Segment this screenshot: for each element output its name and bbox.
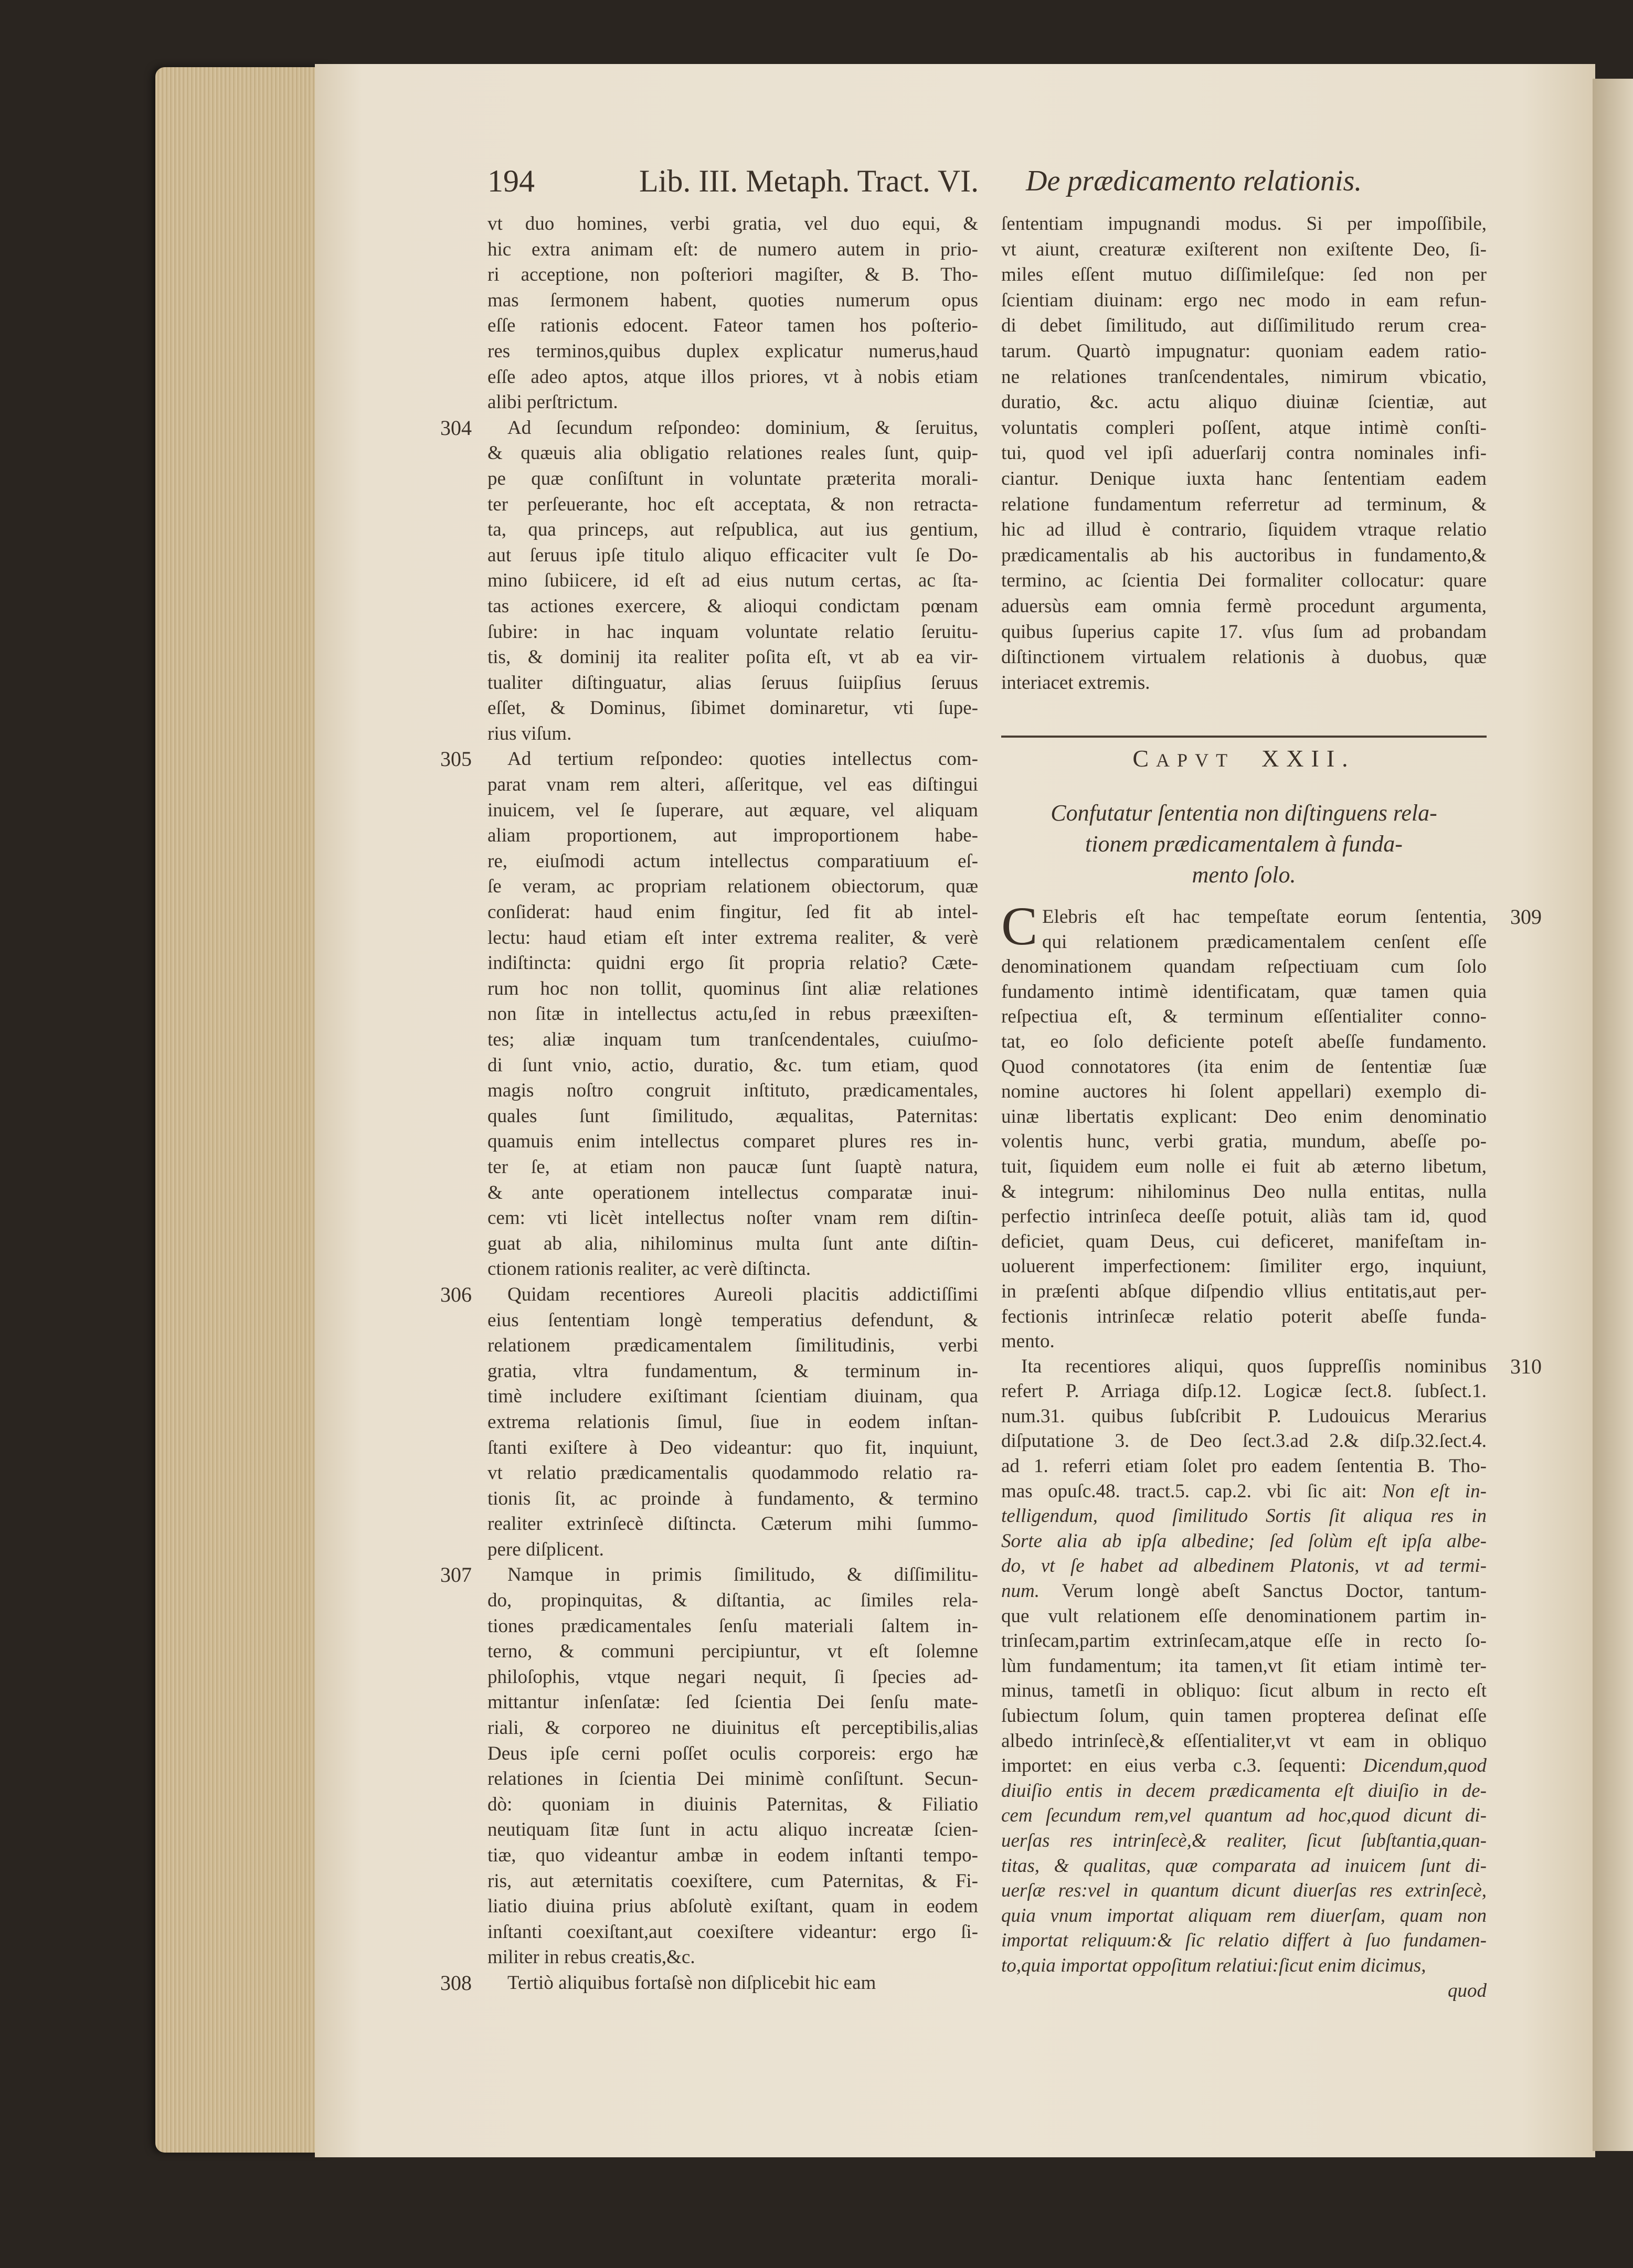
text-line — [487, 696, 978, 721]
text-line — [1001, 416, 1487, 441]
text-line — [1001, 930, 1487, 955]
text-line — [1001, 1304, 1487, 1329]
text-line — [1001, 1429, 1487, 1454]
text-line — [487, 1257, 978, 1282]
italic-text: num. — [1001, 1580, 1040, 1602]
marginal-paragraph-number: 306 — [440, 1282, 472, 1306]
text-line — [440, 1562, 978, 1588]
line-text: miles eſſent mutuo diſſimileſque: ſed non per — [1001, 264, 1487, 286]
text-line — [1001, 262, 1487, 288]
text-line — [487, 645, 978, 670]
text-line — [487, 466, 978, 492]
line-text: Quidam recentiores Aureoli placitis addictiſſimi — [507, 1283, 978, 1305]
line-text: uoluerent imperfectionem: ſimiliter ergo, inquiunt, — [1001, 1255, 1487, 1277]
text-line — [487, 1410, 978, 1435]
text-line — [487, 441, 978, 466]
line-text: tiæ, quo videantur ambæ in eodem inſtanti tempo- — [487, 1845, 978, 1866]
text-line — [487, 568, 978, 594]
line-text: perfectio intrinſeca deeſſe potuit, aliàs tam id, quod — [1001, 1206, 1487, 1228]
caput-number: XXII. — [1261, 745, 1355, 772]
italic-text: cem ſecundum rem,vel quantum ad hoc,quod dicunt di- — [1001, 1805, 1487, 1827]
text-line — [487, 313, 978, 339]
text-line — [1001, 1179, 1487, 1205]
text-line — [1001, 1803, 1487, 1828]
marginal-paragraph-number: 307 — [440, 1563, 472, 1587]
text-line — [487, 1461, 978, 1486]
line-text: inſtanti coexiſtant,aut coexiſtere videantur: ergo ſi- — [487, 1921, 978, 1943]
line-text: tas actiones exercere, & alioqui condictam pœnam — [487, 595, 978, 617]
line-text: rum hoc non tollit, quominus ſint aliæ relationes — [487, 977, 978, 999]
chapter-heading-line: mento ſolo. — [1192, 862, 1296, 888]
line-text: ctionem rationis realiter, ac verè diſtincta. — [487, 1258, 811, 1280]
text-line — [1001, 1579, 1487, 1604]
line-text: magis noſtro congruit inſtituto, prædicamentales, — [487, 1080, 978, 1102]
line-text: num.31. quibus ſubſcribit P. Ludouicus Merarius — [1001, 1405, 1487, 1427]
line-text: gratia, vltra fundamentum, & terminum in- — [487, 1360, 978, 1382]
text-line — [487, 365, 978, 390]
text-line — [1001, 237, 1487, 263]
text-line — [1001, 1504, 1487, 1529]
line-text: re, eiuſmodi actum intellectus comparatiuum eſ- — [487, 850, 978, 872]
italic-text: to,quia importat oppoſitum relatiui:ſicut enim dicimus, — [1001, 1954, 1426, 1976]
text-line — [487, 339, 978, 365]
line-text: mittantur inſenſatæ: ſed ſcientia Dei ſenſu mate- — [487, 1691, 978, 1713]
text-line — [1001, 1104, 1487, 1130]
line-text: tiones prædicamentales ſenſu materiali ſaltem in- — [487, 1615, 978, 1637]
text-line — [487, 1894, 978, 1920]
text-line — [487, 1027, 978, 1053]
text-line — [487, 1002, 978, 1027]
text-line — [1001, 1753, 1487, 1779]
text-line — [440, 1282, 978, 1308]
line-text: relationes in ſcientia Dei minimè conſiſtunt. Secun- — [487, 1768, 978, 1790]
line-text: Namque in primis ſimilitudo, & diſſimilitu- — [507, 1564, 978, 1586]
line-text: ſe veram, ac propriam relationem obiectorum, quæ — [487, 876, 978, 898]
text-line — [1001, 1229, 1487, 1254]
line-text: Deus ipſe cerni poſſet oculis corporeis: ergo hæ — [487, 1742, 978, 1764]
line-text: lectu: haud etiam eſt inter extrema realiter, & verè — [487, 927, 978, 949]
line-text: di ſunt vnio, actio, duratio, &c. tum etiam, quod — [487, 1054, 978, 1076]
text-line — [1001, 211, 1487, 237]
line-text: pe quæ conſiſtunt in voluntate præterita morali- — [487, 467, 978, 489]
line-text: di debet ſimilitudo, aut diſſimilitudo rerum crea- — [1001, 315, 1487, 337]
italic-text: uerſas res intrinſecè,& realiter, ſicut ſubſtantia,quan- — [1001, 1829, 1487, 1851]
line-text: relationem prædicamentalem ſimilitudinis, verbi — [487, 1335, 978, 1357]
line-text: cem: vti licèt intellectus noſter vnam rem diſtin- — [487, 1207, 978, 1229]
text-line — [1001, 1854, 1487, 1879]
line-text: tes; aliæ inquam tum tranſcendentales, cuiuſmo- — [487, 1029, 978, 1050]
text-line — [440, 416, 978, 441]
line-text: tionis ſit, ac proinde à fundamento, & termino — [487, 1487, 978, 1509]
text-line — [1001, 954, 1487, 979]
line-text: eius ſententiam longè temperatius defendunt, & — [487, 1309, 978, 1331]
line-text: ſtanti exiſtere à Deo videantur: quo fit, inquiunt, — [487, 1436, 978, 1458]
line-text: ne relationes tranſcendentales, nimirum vbicatio, — [1001, 366, 1487, 388]
line-text: ri acceptione, non poſteriori magiſter, & B. Tho- — [487, 264, 978, 286]
text-line — [440, 747, 978, 772]
italic-text: titas, & qualitas, quæ comparata ad inuicem ſunt di- — [1001, 1855, 1487, 1877]
text-line — [1001, 1678, 1487, 1703]
text-line — [487, 1537, 978, 1563]
line-text: rius viſum. — [487, 722, 572, 744]
italic-text: importat reliquum:& ſic relatio differt à ſuo fundamen- — [1001, 1930, 1487, 1952]
text-line — [1001, 313, 1487, 339]
line-text: Tertiò aliquibus fortaſsè non diſplicebit hic eam — [507, 1972, 876, 1994]
text-line — [1001, 1329, 1487, 1354]
text-line — [487, 976, 978, 1002]
text-line — [487, 517, 978, 543]
text-line — [487, 1945, 978, 1971]
line-text: prædicamentalis ab his auctoribus in fundamento,& — [1001, 544, 1487, 566]
line-text: neutiquam ſitæ ſunt in actu aliquo increatæ ſcien- — [487, 1819, 978, 1841]
text-line — [487, 1104, 978, 1130]
line-text: Ita recentiores aliqui, quos ſuppreſſis nominibus — [1021, 1355, 1487, 1377]
text-line — [487, 1180, 978, 1206]
chapter-heading-line: tionem prædicamentalem à funda- — [1085, 831, 1403, 857]
text-line — [1001, 1204, 1487, 1229]
text-line — [487, 1716, 978, 1741]
line-text: hic extra animam eſt: de numero autem in prio- — [487, 238, 978, 260]
text-line — [1001, 1154, 1487, 1179]
italic-text: Sorte alia ab ipſa albedine; ſed ſolùm eſt ipſa albe- — [1001, 1530, 1487, 1552]
text-segment: Verum longè abeſt Sanctus Doctor, tantum- — [1039, 1580, 1487, 1602]
text-line — [487, 543, 978, 569]
text-line — [487, 1614, 978, 1639]
text-line — [1001, 1079, 1487, 1104]
line-text: voluntatis compleri poſſent, atque intimè conſti- — [1001, 417, 1487, 439]
text-line — [487, 925, 978, 951]
text-line — [487, 1588, 978, 1614]
text-line — [487, 1741, 978, 1767]
text-line — [487, 1486, 978, 1512]
text-line — [1001, 1828, 1487, 1854]
line-text: aduersùs eam omnia fermè procedunt argumenta, — [1001, 595, 1487, 617]
line-text: do, propinquitas, & diſtantia, ac ſimiles rela- — [487, 1590, 978, 1612]
line-text: parat vnam rem alteri, aſſeritque, vel eas diſtingui — [487, 774, 978, 796]
right-column-top — [1001, 211, 1487, 696]
text-line — [487, 1308, 978, 1334]
text-line — [487, 1639, 978, 1665]
text-line — [1001, 620, 1487, 645]
chapter-title — [1001, 744, 1487, 775]
line-text: eſſe adeo aptos, atque illos priores, vt à nobis etiam — [487, 366, 978, 388]
chapter-heading — [1001, 797, 1487, 890]
line-text: Ad ſecundum reſpondeo: dominium, & ſeruitus, — [507, 417, 978, 439]
line-text: ter ſe, at etiam non paucæ ſunt ſuaptè natura, — [487, 1156, 978, 1178]
line-text: quamuis enim intellectus comparet plures res in- — [487, 1131, 978, 1153]
text-line — [1001, 1654, 1487, 1679]
text-line — [1001, 517, 1487, 543]
text-line — [487, 900, 978, 925]
line-text: uinæ libertatis explicant: Deo enim denominatio — [1001, 1105, 1487, 1127]
line-text: ſubire: in hac inquam voluntate relatio ſeruitu- — [487, 621, 978, 643]
line-text: relatione fundamentum referretur ad terminum, & — [1001, 493, 1487, 515]
text-line — [1001, 1129, 1487, 1154]
text-line — [487, 1843, 978, 1869]
line-text: albedo intrinſecè,& eſſentialiter,vt vt eam in obliquo — [1001, 1730, 1487, 1752]
line-text: que vult relationem eſſe denominationem partim in- — [1001, 1605, 1487, 1627]
text-line — [487, 1665, 978, 1690]
line-text: interiacet extremis. — [1001, 672, 1150, 694]
text-line — [1001, 1703, 1487, 1729]
line-text: mas ſermonem habent, quoties numerum opus — [487, 289, 978, 311]
line-text: duratio, &c. actu aliquo diuinæ ſcientiæ, aut — [1001, 391, 1487, 413]
line-text: in præſenti abſque diſpendio vllius entitatis,aut per- — [1001, 1280, 1487, 1302]
text-line — [1001, 1254, 1487, 1279]
text-line — [1001, 645, 1487, 670]
line-text: & ante operationem intellectus comparatæ inui- — [487, 1181, 978, 1204]
line-text: vt aiunt, creaturæ exiſterent non exiſtente Deo, ſi- — [1001, 238, 1487, 260]
line-text: conſiderat: haud enim fingitur, ſed fit ab intel- — [487, 901, 978, 923]
right-column-body — [1001, 896, 1542, 2004]
line-text: mento. — [1001, 1330, 1055, 1353]
text-line — [1001, 1454, 1487, 1479]
line-text: ſententiam impugnandi modus. Si per impoſſibile, — [1001, 213, 1487, 235]
line-text: non ſitæ in intellectus actu,ſed in rebus præexiſten- — [487, 1003, 978, 1025]
line-text: vt duo homines, verbi gratia, vel duo equi, & — [487, 213, 978, 235]
line-text: nomine auctores hi ſolent appellari) exemplo di- — [1001, 1081, 1487, 1103]
text-line — [1001, 441, 1487, 466]
line-text: lùm fundamentum; ita tamen,vt ſit etiam intimè ter- — [1001, 1655, 1487, 1677]
line-text: tat, eo ſolo deficiente poteſt abeſſe fundamento. — [1001, 1030, 1487, 1052]
line-text: tui, quod vel ipſi aduerſarij contra nominales infi- — [1001, 442, 1487, 464]
text-line — [1001, 1953, 1487, 1978]
text-line — [487, 492, 978, 518]
line-text: pere diſplicent. — [487, 1538, 604, 1560]
text-line — [1001, 1903, 1487, 1929]
text-line — [487, 1766, 978, 1792]
line-text: indiſtincta: quidni ergo ſit propria relatio? Cæte- — [487, 952, 978, 974]
text-line — [1001, 979, 1487, 1005]
line-text: fectionis intrinſecæ relatio poterit abeſſe funda- — [1001, 1305, 1487, 1327]
line-text: mino ſubiicere, id eſt ad eius nutum certas, ac ſta- — [487, 570, 978, 592]
line-text: terno, & communi percipiuntur, vt eſt ſolemne — [487, 1641, 978, 1663]
text-line — [1001, 1779, 1487, 1804]
text-line — [1001, 1729, 1487, 1754]
facing-page-edge — [1593, 79, 1633, 2151]
text-line — [487, 874, 978, 900]
left-column — [440, 211, 978, 1996]
text-line — [487, 1129, 978, 1155]
italic-text: Dicendum,quod — [1363, 1755, 1487, 1777]
line-text: tualiter diſtinguatur, alias ſeruus ſuiipſius ſeruus — [487, 672, 978, 694]
italic-text: do, vt ſe habet ad albedinem Platonis, vt ad termi- — [1001, 1555, 1487, 1577]
text-line — [487, 1869, 978, 1894]
line-text: aliam proportionem, aut improportionem habe- — [487, 825, 978, 847]
book-page-edges — [155, 67, 328, 2153]
text-line — [1001, 288, 1487, 314]
line-text: refert P. Arriaga diſp.12. Logicæ ſect.8. ſubſect.1. — [1001, 1380, 1487, 1402]
line-text: quibus ſuperius capite 17. vſus ſum ad probandam — [1001, 621, 1487, 643]
line-text: qui relationem prædicamentalem cenſent eſſe — [1042, 931, 1487, 953]
text-line — [1001, 1004, 1487, 1029]
text-line — [1001, 1553, 1487, 1579]
text-line — [487, 1435, 978, 1461]
text-line — [487, 849, 978, 875]
text-line — [1001, 390, 1487, 416]
line-text: Quod connotatores (ita enim de ſententiæ ſuæ — [1001, 1056, 1487, 1078]
line-text: res terminos,quibus duplex explicatur numerus,haud — [487, 340, 978, 362]
text-line — [487, 772, 978, 798]
text-line — [1001, 1055, 1487, 1080]
text-line — [487, 1359, 978, 1385]
line-text: guat ab alia, nihilominus multa ſunt ante diſtin- — [487, 1232, 978, 1254]
line-text: & integrum: nihilominus Deo nulla entitas, nulla — [1001, 1180, 1487, 1202]
marginal-paragraph-number: 309 — [1510, 905, 1542, 929]
text-line — [487, 1920, 978, 1945]
line-text: hic ad illud è contrario, ſiquidem vtraque relatio — [1001, 519, 1487, 541]
text-line — [487, 594, 978, 620]
text-line — [487, 262, 978, 288]
line-text: ſubiectum ſolum, quin tamen propterea deſinat eſſe — [1001, 1705, 1487, 1727]
text-line — [487, 670, 978, 696]
line-text: deficiet, quam Deus, cui deficeret, manifeſtam in- — [1001, 1230, 1487, 1252]
text-line — [440, 1971, 978, 1996]
marginal-paragraph-number: 310 — [1510, 1354, 1542, 1378]
line-text: eſſe rationis edocent. Fateor tamen hos poſterio- — [487, 315, 978, 337]
text-segment: mas opuſc.48. tract.5. cap.2. vbi ſic ait: — [1001, 1480, 1383, 1502]
line-text: volentis hunc, verbi gratia, mundum, abeſſe po- — [1001, 1131, 1487, 1153]
text-line — [1001, 1354, 1542, 1379]
line-text: & quæuis alia obligatio relationes reales ſunt, quip- — [487, 442, 978, 464]
text-line — [1001, 1928, 1487, 1953]
line-text: tuit, ſiquidem eum nolle ei fuit ab æterno libetum, — [1001, 1155, 1487, 1177]
text-line — [487, 1384, 978, 1410]
italic-text: diuiſio entis in decem prædicamenta eſt diuiſio in de- — [1001, 1780, 1487, 1802]
text-line — [1001, 1029, 1487, 1055]
line-text: timè includere exiſtimant ſcientiam diuinam, qua — [487, 1386, 978, 1408]
line-text: riali, & corporeo ne diuinitus eſt perceptibilis,alias — [487, 1717, 978, 1739]
text-line — [1001, 1379, 1487, 1404]
text-line — [487, 1053, 978, 1079]
line-text: diſtinctionem virtualem relationis à duobus, quæ — [1001, 646, 1487, 668]
text-line — [1001, 466, 1487, 492]
marginal-paragraph-number: 308 — [440, 1971, 472, 1995]
text-line — [487, 211, 978, 237]
chapter-heading-line: Confutatur ſententia non diſtinguens rela- — [1051, 800, 1437, 826]
italic-text: Non eſt in- — [1382, 1480, 1487, 1502]
text-line — [487, 390, 978, 416]
line-text: tarum. Quartò impugnatur: quoniam eadem ratio- — [1001, 340, 1487, 362]
caput-word: APVT — [1156, 750, 1235, 771]
text-line — [1001, 339, 1487, 365]
italic-text: quia vnum importat aliquam rem diuerſam, quam non — [1001, 1904, 1487, 1926]
text-line — [487, 1817, 978, 1843]
line-text: ter perſeuerante, hoc eſt acceptata, & non retracta- — [487, 493, 978, 515]
running-title: Lib. III. Metaph. Tract. VI. — [639, 164, 979, 198]
line-text: ris, aut æternitatis coexiſtere, cum Paternitas, & Fi- — [487, 1870, 978, 1892]
caput-initial: C — [1132, 745, 1157, 772]
italic-text: telligendum, quod ſimilitudo Sortis ſit aliqua res in — [1001, 1505, 1487, 1527]
chapter-divider-rule — [1001, 736, 1487, 738]
line-text: trinſecam,partim extrinſecam,atque eſſe in recto ſo- — [1001, 1630, 1487, 1652]
text-line — [487, 1792, 978, 1818]
text-line — [487, 1333, 978, 1359]
text-line — [487, 288, 978, 314]
line-text: extrema relationis ſimul, ſiue in eodem inſtan- — [487, 1411, 978, 1433]
line-text: aut ſeruus ipſe titulo aliquo efficaciter vult ſe Do- — [487, 544, 978, 566]
text-line — [487, 951, 978, 976]
line-text: ta, qua princeps, aut reſpublica, aut ius gentium, — [487, 519, 978, 541]
text-line — [487, 721, 978, 747]
line-text: inuicem, vel ſe ſuperare, aut æquare, vel aliquam — [487, 799, 978, 821]
page-number: 194 — [487, 164, 535, 198]
text-line — [487, 823, 978, 849]
text-line — [487, 620, 978, 645]
line-text: militer in rebus creatis,&c. — [487, 1946, 695, 1968]
line-text: quales ſunt ſimilitudo, æqualitas, Paternitas: — [487, 1105, 978, 1127]
text-line — [1001, 1604, 1487, 1629]
line-text: ciantur. Denique iuxta hanc ſententiam eadem — [1001, 467, 1487, 489]
line-text: termino, ac ſcientia Dei formaliter collocatur: quare — [1001, 570, 1487, 592]
text-line — [1001, 1479, 1487, 1504]
line-text: reſpectiua eſt, & terminum eſſentialiter conno- — [1001, 1006, 1487, 1028]
text-line — [1001, 670, 1487, 696]
line-text: Elebris eſt hac tempeſtate eorum ſententia, — [1042, 906, 1487, 928]
catchword: quod — [1448, 1979, 1487, 2001]
text-line — [1001, 543, 1487, 569]
line-text: ſcientiam diuinam: ergo nec modo in eam refun- — [1001, 289, 1487, 311]
text-segment: importet: en eius verba c.3. ſequenti: — [1001, 1755, 1363, 1777]
text-line — [487, 1511, 978, 1537]
line-text: tis, & dominij ita realiter poſita eſt, vt ab ea vir- — [487, 646, 978, 668]
text-line — [1001, 1404, 1487, 1429]
line-text: denominationem quandam reſpectiuam cum ſolo — [1001, 956, 1487, 978]
marginal-paragraph-number: 305 — [440, 747, 472, 771]
line-text: vt relatio prædicamentalis quodammodo relatio ra- — [487, 1462, 978, 1484]
italic-text: uerſæ res:vel in quantum dicunt diuerſas res extrinſecè, — [1001, 1880, 1487, 1902]
text-line — [487, 237, 978, 263]
text-line — [487, 1078, 978, 1104]
text-line — [487, 1231, 978, 1257]
text-line — [1001, 1628, 1487, 1654]
drop-cap: C — [1001, 896, 1038, 956]
line-text: eſſet, & Dominus, ſibimet dominaretur, vti ſupe- — [487, 697, 978, 719]
text-line — [1001, 365, 1487, 390]
text-line — [1001, 492, 1487, 518]
line-text: liatio diuina prius abſolutè exiſtant, quam in eodem — [487, 1896, 978, 1918]
text-line — [1001, 1279, 1487, 1304]
text-line — [1001, 1529, 1487, 1554]
text-line — [487, 1690, 978, 1716]
text-line — [1001, 568, 1487, 594]
line-text: minus, tametſi in obliquo: ſicut album in recto eſt — [1001, 1680, 1487, 1702]
marginal-paragraph-number: 304 — [440, 416, 472, 440]
running-subtitle: De prædicamento relationis. — [1026, 165, 1362, 197]
line-text: ad 1. referri etiam ſolet pro eadem ſententia B. Tho- — [1001, 1455, 1487, 1477]
line-text: philoſophis, vtque negari nequit, ſi ſpecies ad- — [487, 1666, 978, 1688]
line-text: fundamento intimè identificatam, quæ tamen quia — [1001, 981, 1487, 1003]
line-text: dò: quoniam in diuinis Paternitas, & Filiatio — [487, 1793, 978, 1815]
text-line — [487, 1206, 978, 1231]
text-line — [1001, 1878, 1487, 1903]
text-line — [487, 798, 978, 824]
line-text: diſputatione 3. de Deo ſect.3.ad 2.& diſp.32.ſect.4. — [1001, 1430, 1487, 1452]
text-line — [1001, 594, 1487, 620]
text-line — [487, 1155, 978, 1180]
line-text: realiter extrinſecè diſtincta. Cæterum mihi ſummo- — [487, 1513, 978, 1535]
line-text: alibi perſtrictum. — [487, 391, 618, 413]
line-text: Ad tertium reſpondeo: quoties intellectus com- — [507, 748, 978, 770]
